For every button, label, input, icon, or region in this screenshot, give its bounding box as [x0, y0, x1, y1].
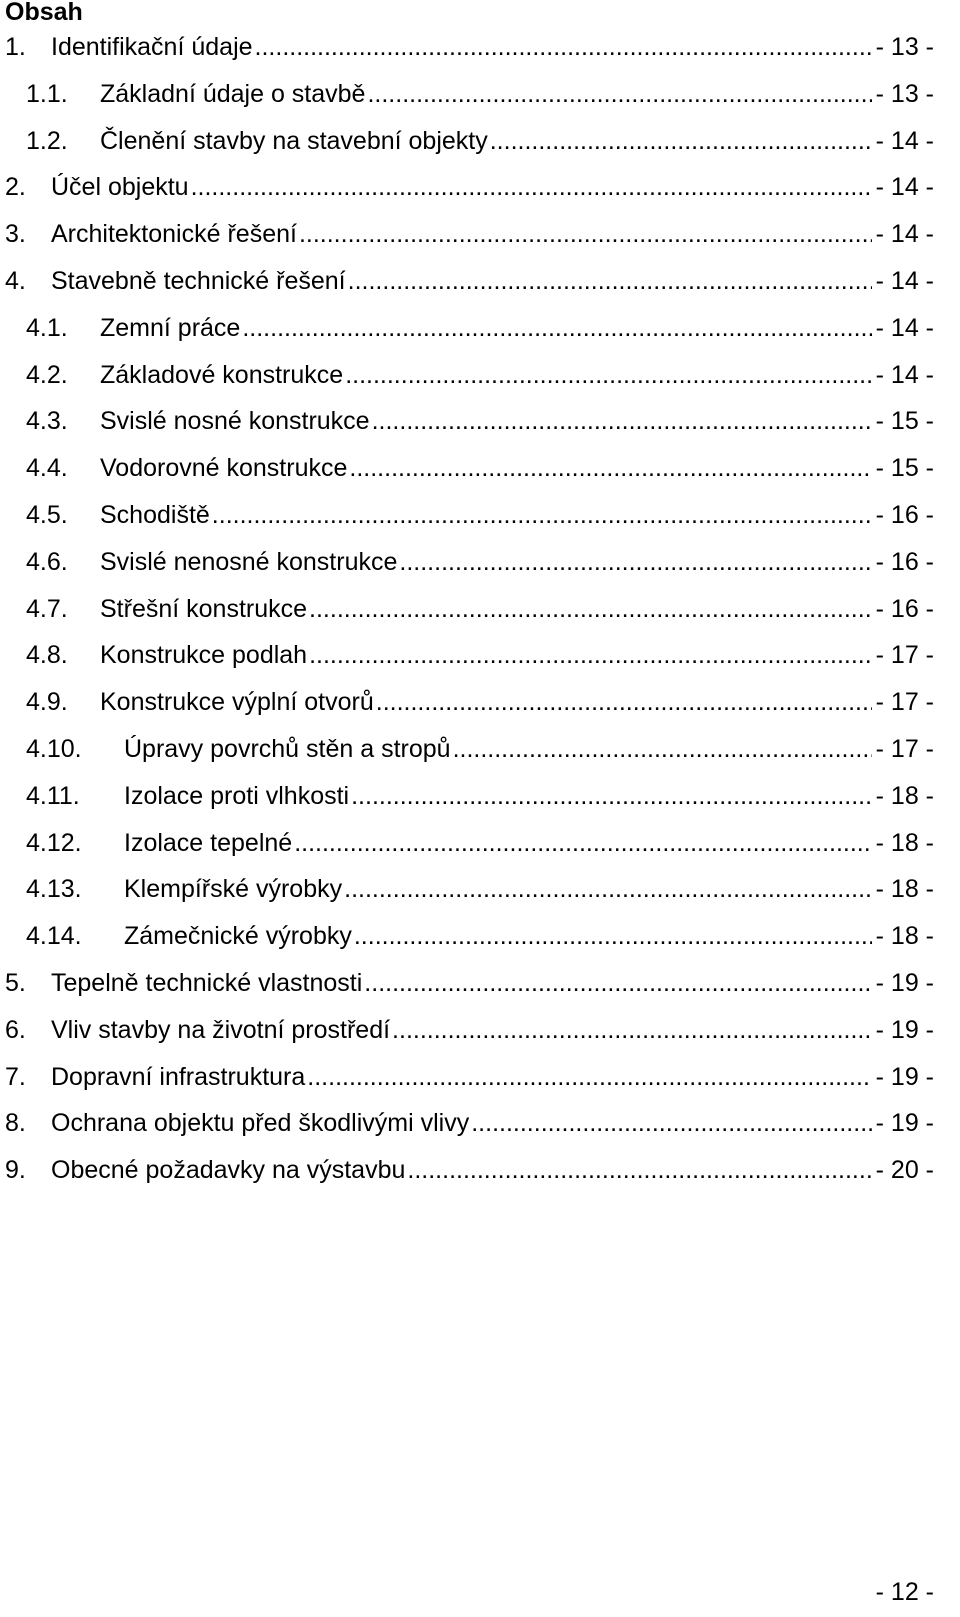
toc-entry[interactable]	[0, 545, 960, 592]
toc-entry-row	[100, 404, 934, 438]
toc-entry[interactable]	[0, 732, 960, 779]
toc-entry-page: - 14 -	[875, 126, 934, 155]
toc-entry-row	[51, 1106, 934, 1140]
toc-entry-number: 1.	[5, 33, 26, 61]
toc-entry-row	[100, 592, 934, 626]
toc-entry[interactable]	[0, 30, 960, 77]
toc-entry-row	[100, 685, 934, 719]
toc-entry-row	[124, 732, 934, 766]
toc-entry[interactable]	[0, 358, 960, 405]
toc-entry-page: - 17 -	[875, 688, 934, 717]
toc-entry-label: Svislé nenosné konstrukce	[100, 547, 398, 576]
toc-dot-leader	[309, 638, 872, 672]
toc-entry-label: Obecné požadavky na výstavbu	[51, 1156, 406, 1185]
toc-entry-number: 4.8.	[26, 641, 68, 670]
toc-dot-leader	[299, 217, 872, 251]
toc-entry[interactable]	[0, 311, 960, 358]
toc-entry-row	[100, 124, 934, 158]
toc-entry-page: - 17 -	[875, 641, 934, 670]
toc-entry-label: Zámečnické výrobky	[124, 922, 352, 951]
toc-dot-leader	[191, 170, 872, 204]
toc-entry-page: - 15 -	[875, 407, 934, 436]
toc-entry-row	[124, 919, 934, 953]
toc-entry-row	[51, 264, 934, 298]
toc-entry-page: - 20 -	[875, 1156, 934, 1185]
toc-entry-page: - 19 -	[875, 1062, 934, 1091]
toc-entry-page: - 15 -	[875, 454, 934, 483]
toc-entry-number: 1.1.	[26, 79, 68, 108]
toc-entry-label: Základní údaje o stavbě	[100, 79, 366, 108]
toc-entry-row	[100, 358, 934, 392]
toc-entry[interactable]	[0, 217, 960, 264]
toc-entry-label: Zemní práce	[100, 313, 241, 342]
toc-entry-row	[51, 1013, 934, 1047]
toc-entry-page: - 16 -	[875, 594, 934, 623]
toc-entry-label: Konstrukce výplní otvorů	[100, 688, 374, 717]
toc-entry-label: Identifikační údaje	[51, 33, 253, 61]
toc-dot-leader	[367, 77, 871, 111]
toc-dot-leader	[453, 732, 872, 766]
toc-entry-page: - 19 -	[875, 968, 934, 997]
toc-entry-label: Izolace tepelné	[124, 828, 293, 857]
toc-entry-page: - 16 -	[875, 500, 934, 529]
toc-entry[interactable]	[0, 404, 960, 451]
toc-dot-leader	[344, 872, 872, 906]
toc-entry-number: 4.	[5, 266, 26, 295]
toc-entry-label: Schodiště	[100, 500, 210, 529]
toc-entry-number: 6.	[5, 1015, 26, 1044]
toc-entry-page: - 18 -	[875, 828, 934, 857]
toc-dot-leader	[212, 498, 872, 532]
toc-entry-label: Konstrukce podlah	[100, 641, 308, 670]
toc-dot-leader	[364, 966, 871, 1000]
toc-entry-label: Ochrana objektu před škodlivými vlivy	[51, 1109, 470, 1138]
toc-entry-label: Dopravní infrastruktura	[51, 1062, 306, 1091]
toc-entry[interactable]	[0, 779, 960, 826]
toc-entry-label: Vliv stavby na životní prostředí	[51, 1015, 391, 1044]
toc-entry[interactable]	[0, 451, 960, 498]
toc-dot-leader	[392, 1013, 872, 1047]
toc-dot-leader	[351, 779, 872, 813]
toc-entry[interactable]	[0, 592, 960, 639]
toc-entry-number: 2.	[5, 173, 26, 202]
toc-entry-page: - 17 -	[875, 734, 934, 763]
toc-dot-leader	[349, 451, 871, 485]
toc-entry[interactable]	[0, 872, 960, 919]
toc-entry-page: - 14 -	[875, 173, 934, 202]
toc-entry-page: - 14 -	[875, 266, 934, 295]
toc-entry-number: 4.7.	[26, 594, 68, 623]
toc-entry-number: 4.10.	[26, 734, 82, 763]
toc-entry-row	[100, 638, 934, 672]
toc-entry[interactable]	[0, 638, 960, 685]
toc-dot-leader	[490, 124, 872, 158]
toc-dot-leader	[407, 1153, 871, 1187]
toc-entry-row	[100, 451, 934, 485]
toc-entry-number: 4.5.	[26, 500, 68, 529]
toc-entry-page: - 18 -	[875, 922, 934, 951]
toc-entry-number: 4.3.	[26, 407, 68, 436]
toc-entry[interactable]	[0, 124, 960, 171]
toc-title: Obsah	[5, 0, 83, 26]
toc-entry-label: Úpravy povrchů stěn a stropů	[124, 734, 451, 763]
toc-entry[interactable]	[0, 685, 960, 732]
toc-entry[interactable]	[0, 170, 960, 217]
toc-entry-number: 3.	[5, 220, 26, 249]
toc-dot-leader	[255, 30, 872, 64]
toc-entry-label: Architektonické řešení	[51, 220, 297, 249]
toc-dot-leader	[348, 264, 872, 298]
toc-dot-leader	[307, 1060, 871, 1094]
toc-entry-page: - 13 -	[875, 33, 934, 61]
toc-dot-leader	[376, 685, 872, 719]
toc-entry-row	[100, 77, 934, 111]
toc-entry-number: 1.2.	[26, 126, 68, 155]
toc-entry-label: Členění stavby na stavební objekty	[100, 126, 488, 155]
toc-dot-leader	[242, 311, 871, 345]
toc-entry-number: 9.	[5, 1156, 26, 1185]
toc-entry-label: Základové konstrukce	[100, 360, 344, 389]
toc-entry-page: - 14 -	[875, 313, 934, 342]
toc-dot-leader	[309, 592, 872, 626]
toc-entry-row	[51, 217, 934, 251]
toc-dot-leader	[354, 919, 872, 953]
toc-entry-row	[124, 826, 934, 860]
toc-entry[interactable]	[0, 1106, 960, 1153]
toc-entry-page: - 18 -	[875, 781, 934, 810]
toc-entry-row	[51, 170, 934, 204]
toc-entry-label: Vodorovné konstrukce	[100, 454, 348, 483]
toc-entry-row	[100, 311, 934, 345]
toc-entry-row	[124, 872, 934, 906]
toc-entry[interactable]	[0, 826, 960, 873]
toc-entry-number: 4.4.	[26, 454, 68, 483]
toc-entry-label: Izolace proti vlhkosti	[124, 781, 350, 810]
table-of-contents	[0, 30, 960, 1200]
toc-entry-number: 4.12.	[26, 828, 82, 857]
toc-entry-row	[51, 966, 934, 1000]
toc-entry[interactable]	[0, 77, 960, 124]
toc-entry[interactable]	[0, 1060, 960, 1107]
toc-entry-number: 4.9.	[26, 688, 68, 717]
toc-entry[interactable]	[0, 498, 960, 545]
toc-entry-label: Klempířské výrobky	[124, 875, 343, 904]
page-number: - 12 -	[875, 1578, 934, 1606]
toc-entry-number: 4.13.	[26, 875, 82, 904]
toc-entry-label: Svislé nosné konstrukce	[100, 407, 370, 436]
toc-entry-number: 4.1.	[26, 313, 68, 342]
toc-entry-number: 4.14.	[26, 922, 82, 951]
toc-entry[interactable]	[0, 919, 960, 966]
toc-entry[interactable]	[0, 966, 960, 1013]
toc-entry-label: Tepelně technické vlastnosti	[51, 968, 363, 997]
toc-entry-row	[51, 1153, 934, 1187]
toc-entry-number: 5.	[5, 968, 26, 997]
toc-entry-page: - 16 -	[875, 547, 934, 576]
toc-entry-number: 8.	[5, 1109, 26, 1138]
toc-entry-number: 4.2.	[26, 360, 68, 389]
toc-entry-page: - 18 -	[875, 875, 934, 904]
toc-entry[interactable]	[0, 264, 960, 311]
toc-entry-number: 4.11.	[26, 781, 80, 810]
toc-dot-leader	[294, 826, 871, 860]
toc-entry-label: Účel objektu	[51, 173, 189, 202]
toc-entry-page: - 19 -	[875, 1015, 934, 1044]
toc-entry-page: - 13 -	[875, 79, 934, 108]
toc-entry-page: - 19 -	[875, 1109, 934, 1138]
toc-entry-label: Stavebně technické řešení	[51, 266, 346, 295]
toc-dot-leader	[372, 404, 872, 438]
toc-entry-number: 7.	[5, 1062, 26, 1091]
toc-dot-leader	[399, 545, 871, 579]
toc-entry[interactable]	[0, 1013, 960, 1060]
toc-entry-page: - 14 -	[875, 220, 934, 249]
toc-dot-leader	[345, 358, 871, 392]
toc-entry[interactable]	[0, 1153, 960, 1200]
toc-dot-leader	[471, 1106, 871, 1140]
toc-entry-page: - 14 -	[875, 360, 934, 389]
toc-entry-row	[100, 498, 934, 532]
toc-entry-label: Střešní konstrukce	[100, 594, 308, 623]
toc-entry-row	[100, 545, 934, 579]
toc-entry-number: 4.6.	[26, 547, 68, 576]
toc-entry-row	[124, 779, 934, 813]
toc-entry-row	[51, 1060, 934, 1094]
toc-entry-row	[51, 30, 934, 64]
